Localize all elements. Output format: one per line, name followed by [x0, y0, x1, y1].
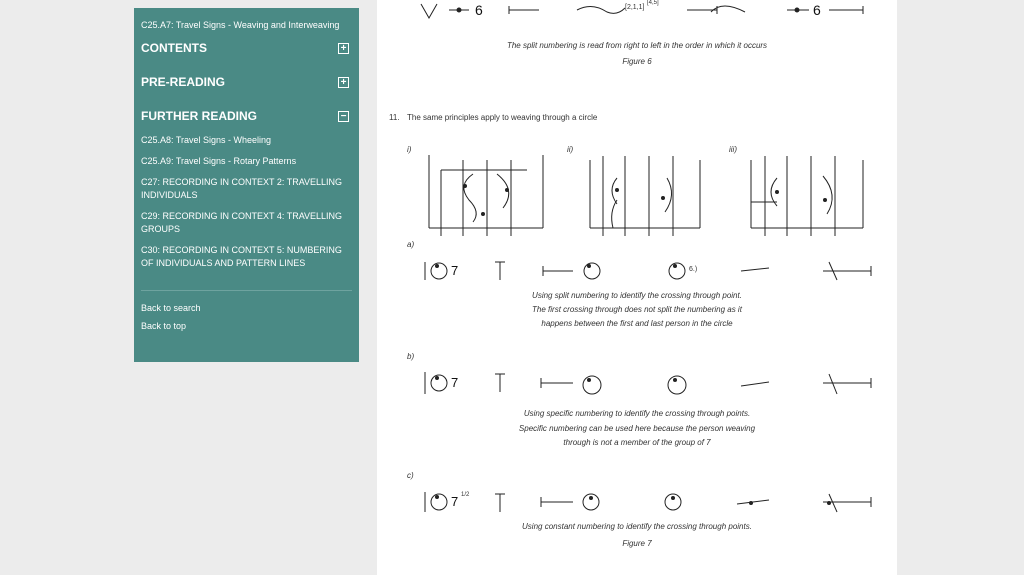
figure6-caption: The split numbering is read from right to left in the order in which it occurs	[506, 41, 768, 50]
expand-icon[interactable]: +	[338, 43, 349, 54]
notation-row-b	[425, 372, 871, 394]
link-c27[interactable]: C27: RECORDING IN CONTEXT 2: TRAVELLING INDIVIDUALS	[141, 177, 343, 200]
section-further-reading[interactable]	[141, 108, 352, 124]
top-number-2: 6	[813, 2, 821, 18]
section-a-caption-2: The first crossing through does not split the numbering as it	[532, 305, 742, 314]
section-a-note: 6.)	[689, 266, 698, 273]
section-b-number: 7	[451, 375, 459, 390]
section-b-caption-3: through is not a member of the group of 7	[563, 438, 711, 447]
document-page	[377, 0, 897, 575]
section-b-label: b)	[407, 352, 415, 361]
section-c-label: c)	[407, 471, 414, 480]
link-c29[interactable]: C29: RECORDING IN CONTEXT 4: TRAVELLING GROUPS	[141, 211, 343, 234]
section-b-caption-1: Using specific numbering to identify the crossing through points.	[523, 409, 751, 418]
back-to-top-link[interactable]: Back to top	[141, 321, 187, 331]
diagram-label-iii: iii)	[729, 145, 737, 154]
section-b-caption-2: Specific numbering can be used here because the person weaving	[518, 424, 756, 433]
expand-icon[interactable]: +	[338, 77, 349, 88]
section-a-number: 7	[451, 263, 459, 278]
diagram-label-i: i)	[407, 145, 412, 154]
section-c-caption-1: Using constant numbering to identify the crossing through points.	[522, 522, 752, 531]
section-c-superscript: 1/2	[461, 492, 470, 498]
notation-triangle	[421, 4, 437, 18]
section-further-reading-label: FURTHER READING	[141, 109, 257, 123]
diagram-iii	[751, 156, 863, 236]
section-a-label: a)	[407, 240, 415, 249]
section-pre-reading-label: PRE-READING	[141, 75, 226, 89]
diagram-label-ii: ii)	[567, 145, 574, 154]
top-split-super: [4,5]	[647, 0, 659, 6]
link-c30[interactable]: C30: RECORDING IN CONTEXT 5: NUMBERING OF INDIVIDUALS AND PATTERN LINES	[141, 245, 342, 268]
current-page-title: C25.A7: Travel Signs - Weaving and Interweaving	[141, 20, 340, 30]
top-number-1: 6	[475, 2, 483, 18]
divider	[141, 290, 352, 291]
top-split-label: [2,1,1]	[625, 4, 645, 11]
paragraph-text: The same principles apply to weaving through a circle	[407, 113, 598, 122]
section-pre-reading[interactable]	[141, 74, 352, 90]
figure6-label: Figure 6	[622, 57, 652, 66]
sidebar-nav	[134, 8, 359, 362]
section-a-caption-1: Using split numbering to identify the crossing through point.	[532, 291, 742, 300]
section-contents[interactable]	[141, 40, 352, 56]
paragraph-number: 11.	[389, 113, 400, 122]
diagram-i	[429, 155, 543, 236]
further-reading-links	[141, 134, 352, 270]
section-c-number: 7	[451, 494, 459, 509]
back-to-search-link[interactable]: Back to search	[141, 303, 201, 313]
section-a-caption-3: happens between the first and last person in the circle	[541, 319, 733, 328]
link-c25-a8[interactable]: C25.A8: Travel Signs - Wheeling	[141, 135, 272, 145]
figure7-label: Figure 7	[622, 539, 652, 548]
notation-row-c	[425, 492, 871, 512]
section-contents-label: CONTENTS	[141, 41, 207, 55]
diagram-ii	[590, 156, 700, 236]
link-c25-a9[interactable]: C25.A9: Travel Signs - Rotary Patterns	[141, 156, 297, 166]
notation-row-a	[425, 262, 871, 280]
collapse-icon[interactable]: −	[338, 111, 349, 122]
notation-drawings	[377, 0, 897, 575]
